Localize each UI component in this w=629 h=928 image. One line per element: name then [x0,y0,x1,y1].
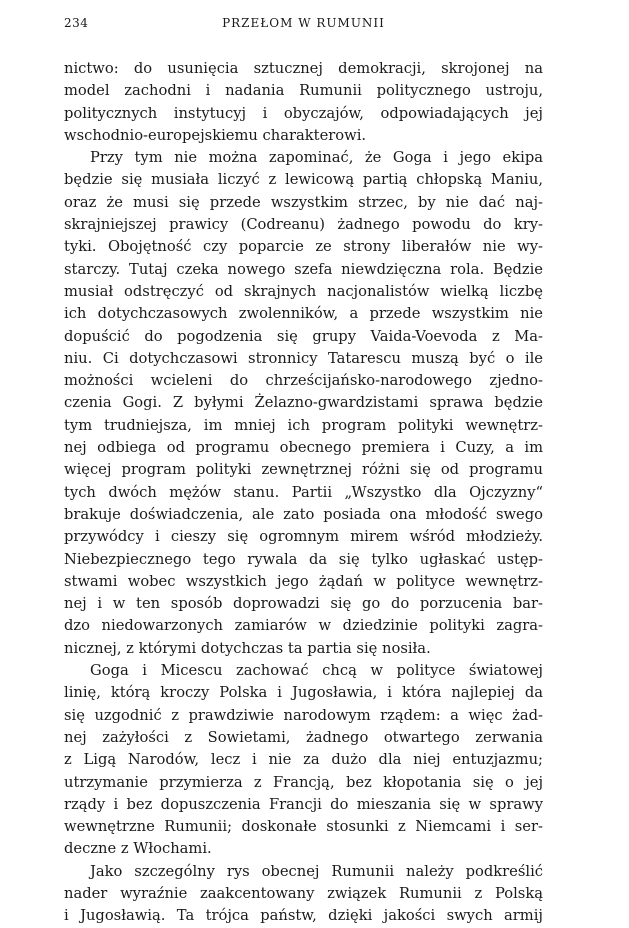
text-line: oraz że musi się przede wszystkim strzec, by nie dać naj- [64,193,543,211]
text-line: brakuje doświadczenia, ale zato posiada ona młodość swego [64,505,543,523]
text-line: Goga i Micescu zachować chcą w polityce światowej [90,662,543,680]
text-line: wewnętrzne Rumunii; doskonałe stosunki z Niemcami i ser- [64,818,543,836]
text-line: starczy. Tutaj czeka nowego szefa niewdzięczna rola. Będzie [64,260,543,278]
text-line: tych dwóch mężów stanu. Partii „Wszystko dla Ojczyzny“ [64,483,543,501]
text-line: i Jugosławią. Ta trójca państw, dzięki jakości swych armij [64,907,543,925]
text-line: Przy tym nie można zapominać, że Goga i jego ekipa [90,149,543,167]
paragraph [64,660,543,861]
text-line: będzie się musiała liczyć z lewicową partią chłopską Maniu, [64,171,543,189]
text-line: nej i w ten sposób doprowadzi się go do porzucenia bar- [64,595,543,613]
text-line: nej odbiega od programu obecnego premiera i Cuzy, a im [64,439,543,457]
paragraph [64,58,543,147]
page-number: 234 [64,16,89,30]
text-line: model zachodni i nadania Rumunii politycznego ustroju, [64,82,543,100]
text-line: musiał odstręczyć od skrajnych nacjonalistów wielką liczbę [64,282,543,300]
text-line: rządy i bez dopuszczenia Francji do mieszania się w sprawy [64,795,543,813]
text-line: nicznej, z którymi dotychczas ta partia się nosiła. [64,639,431,657]
text-line: tyki. Obojętność czy poparcie ze strony liberałów nie wy- [64,238,543,256]
text-line: Jako szczególny rys obecnej Rumunii należy podkreślić [90,862,543,880]
text-line: czenia Gogi. Z byłymi Żelazno-gwardzistami sprawa będzie [64,394,543,412]
text-line: więcej program polityki zewnętrznej różni się od programu [64,461,543,479]
text-line: politycznych instytucyj i obyczajów, odpowiadających jej [64,104,543,122]
text-line: nictwo: do usunięcia sztucznej demokracji, skrojonej na [64,60,543,77]
text-line: linię, którą kroczy Polska i Jugosławia, i która najlepiej da [64,684,543,702]
text-line: z Ligą Narodów, lecz i nie za dużo dla niej entuzjazmu; [64,751,543,769]
text-line: dzo niedowarzonych zamiarów w dziedzinie polityki zagra- [64,617,543,635]
text-line: możności wcieleni do chrześcijańsko-narodowego zjedno- [64,372,543,390]
text-line: nader wyraźnie zaakcentowany związek Rumunii z Polską [64,884,543,902]
text-line: utrzymanie przymierza z Francją, bez kłopotania się o jej [64,773,543,791]
book-page [64,12,543,928]
paragraph [64,861,543,928]
text-line: wschodnio-europejskiemu charakterowi. [64,126,367,144]
text-line: niu. Ci dotychczasowi stronnicy Tatarescu muszą być o ile [64,349,543,367]
text-line: dopuścić do pogodzenia się grupy Vaida-Voevoda z Ma- [64,327,543,345]
text-line: tym trudniejsza, im mniej ich program polityki wewnętrz- [64,416,543,434]
running-title: PRZEŁOM W RUMUNII [222,16,385,30]
text-line: skrajniejszej prawicy (Codreanu) żadnego powodu do kry- [64,216,543,234]
text-line: stwami wobec wszystkich jego żądań w polityce wewnętrz- [64,572,543,590]
text-line: się uzgodnić z prawdziwie narodowym rządem: a więc żad- [64,706,543,724]
text-line: Niebezpiecznego tego rywala da się tylko ugłaskać ustęp- [64,550,543,568]
text-line: przywódcy i cieszy się ogromnym mirem wśród młodzieży. [64,528,543,546]
paragraph [64,147,543,660]
body-text [64,58,543,928]
text-line: nej zażyłości z Sowietami, żadnego otwartego zerwania [64,728,543,746]
text-line: deczne z Włochami. [64,840,212,858]
text-line: ich dotychczasowych zwolenników, a przede wszystkim nie [64,305,543,323]
page-header [64,12,543,36]
